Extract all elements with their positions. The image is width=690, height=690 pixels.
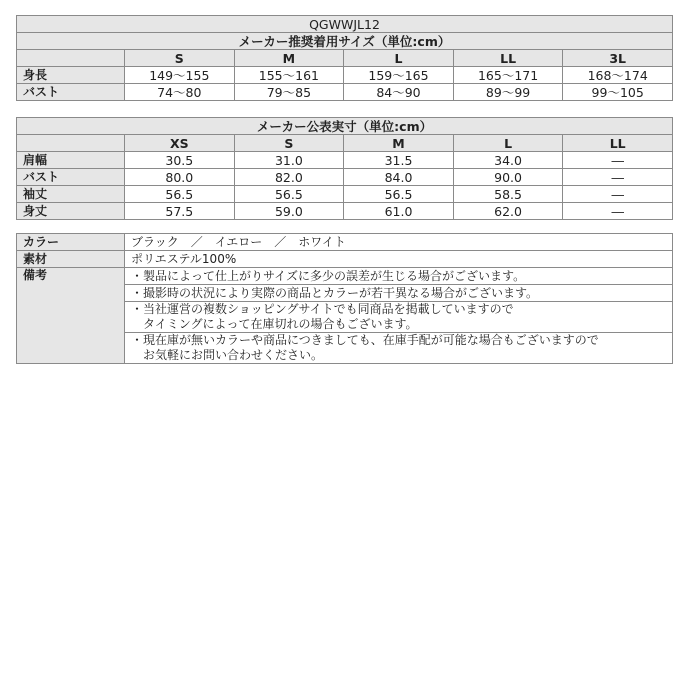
row-label: 肩幅 [17,152,125,169]
size-header: LL [453,50,563,67]
size-header: M [234,50,344,67]
cell-value: ― [563,186,673,203]
cell-value: 62.0 [453,203,563,220]
size-header: S [234,135,344,152]
size-header: LL [563,135,673,152]
cell-value: 79〜85 [234,84,344,101]
cell-value: 74〜80 [125,84,235,101]
cell-value: 56.5 [344,186,454,203]
row-label: 袖丈 [17,186,125,203]
cell-value: 89〜99 [453,84,563,101]
size-header: L [453,135,563,152]
cell-value: 56.5 [125,186,235,203]
size-header: XS [125,135,235,152]
row-label: 身丈 [17,203,125,220]
cell-value: 31.0 [234,152,344,169]
cell-value: 80.0 [125,169,235,186]
cell-value: 34.0 [453,152,563,169]
cell-value: 30.5 [125,152,235,169]
note-item [125,333,673,364]
actual-table-title: メーカー公表実寸（単位:cm） [17,118,673,135]
table-row [17,251,673,268]
table-row [17,186,673,203]
size-header-row [17,50,673,67]
color-label: カラー [17,234,125,251]
cell-value: ― [563,169,673,186]
product-info-table [16,233,673,364]
table-row [17,67,673,84]
note-line: ・当社運営の複数ショッピングサイトでも同商品を掲載していますので [131,302,514,316]
table-row [17,203,673,220]
note-item [125,302,673,333]
note-line: ・製品によって仕上がりサイズに多少の誤差が生じる場合がございます。 [131,268,526,283]
actual-size-table [16,117,673,220]
recommended-size-table [16,15,673,101]
cell-value: 84〜90 [344,84,454,101]
size-header: M [344,135,454,152]
cell-value: 149〜155 [125,67,235,84]
row-label: バスト [17,84,125,101]
material-label: 素材 [17,251,125,268]
cell-value: 58.5 [453,186,563,203]
cell-value: 82.0 [234,169,344,186]
note-line: タイミングによって在庫切れの場合もございます。 [131,317,418,331]
cell-value: 59.0 [234,203,344,220]
table-row [17,268,673,285]
note-item [125,285,673,302]
cell-value: 56.5 [234,186,344,203]
corner-cell [17,135,125,152]
table-row [17,84,673,101]
cell-value: 84.0 [344,169,454,186]
cell-value: 31.5 [344,152,454,169]
cell-value: 155〜161 [234,67,344,84]
notes-label: 備考 [17,268,125,364]
size-header: L [344,50,454,67]
note-line: ・撮影時の状況により実際の商品とカラーが若干異なる場合がございます。 [131,285,539,300]
cell-value: 168〜174 [563,67,673,84]
row-label: バスト [17,169,125,186]
table-row [17,234,673,251]
size-header: 3L [563,50,673,67]
color-value: ブラック ／ イエロー ／ ホワイト [125,234,673,251]
table-row [17,152,673,169]
cell-value: 99〜105 [563,84,673,101]
cell-value: 57.5 [125,203,235,220]
cell-value: 61.0 [344,203,454,220]
cell-value: 165〜171 [453,67,563,84]
recommended-table-title: メーカー推奨着用サイズ（単位:cm） [17,33,673,50]
cell-value: 90.0 [453,169,563,186]
row-label: 身長 [17,67,125,84]
note-item [125,268,673,285]
note-line: お気軽にお問い合わせください。 [131,348,324,362]
size-header: S [125,50,235,67]
table-row [17,169,673,186]
cell-value: ― [563,203,673,220]
corner-cell [17,50,125,67]
material-value: ポリエステル100% [125,251,673,268]
size-header-row [17,135,673,152]
cell-value: ― [563,152,673,169]
product-code: QGWWJL12 [17,16,673,33]
note-line: ・現在庫が無いカラーや商品につきましても、在庫手配が可能な場合もございますので [131,333,599,347]
cell-value: 159〜165 [344,67,454,84]
